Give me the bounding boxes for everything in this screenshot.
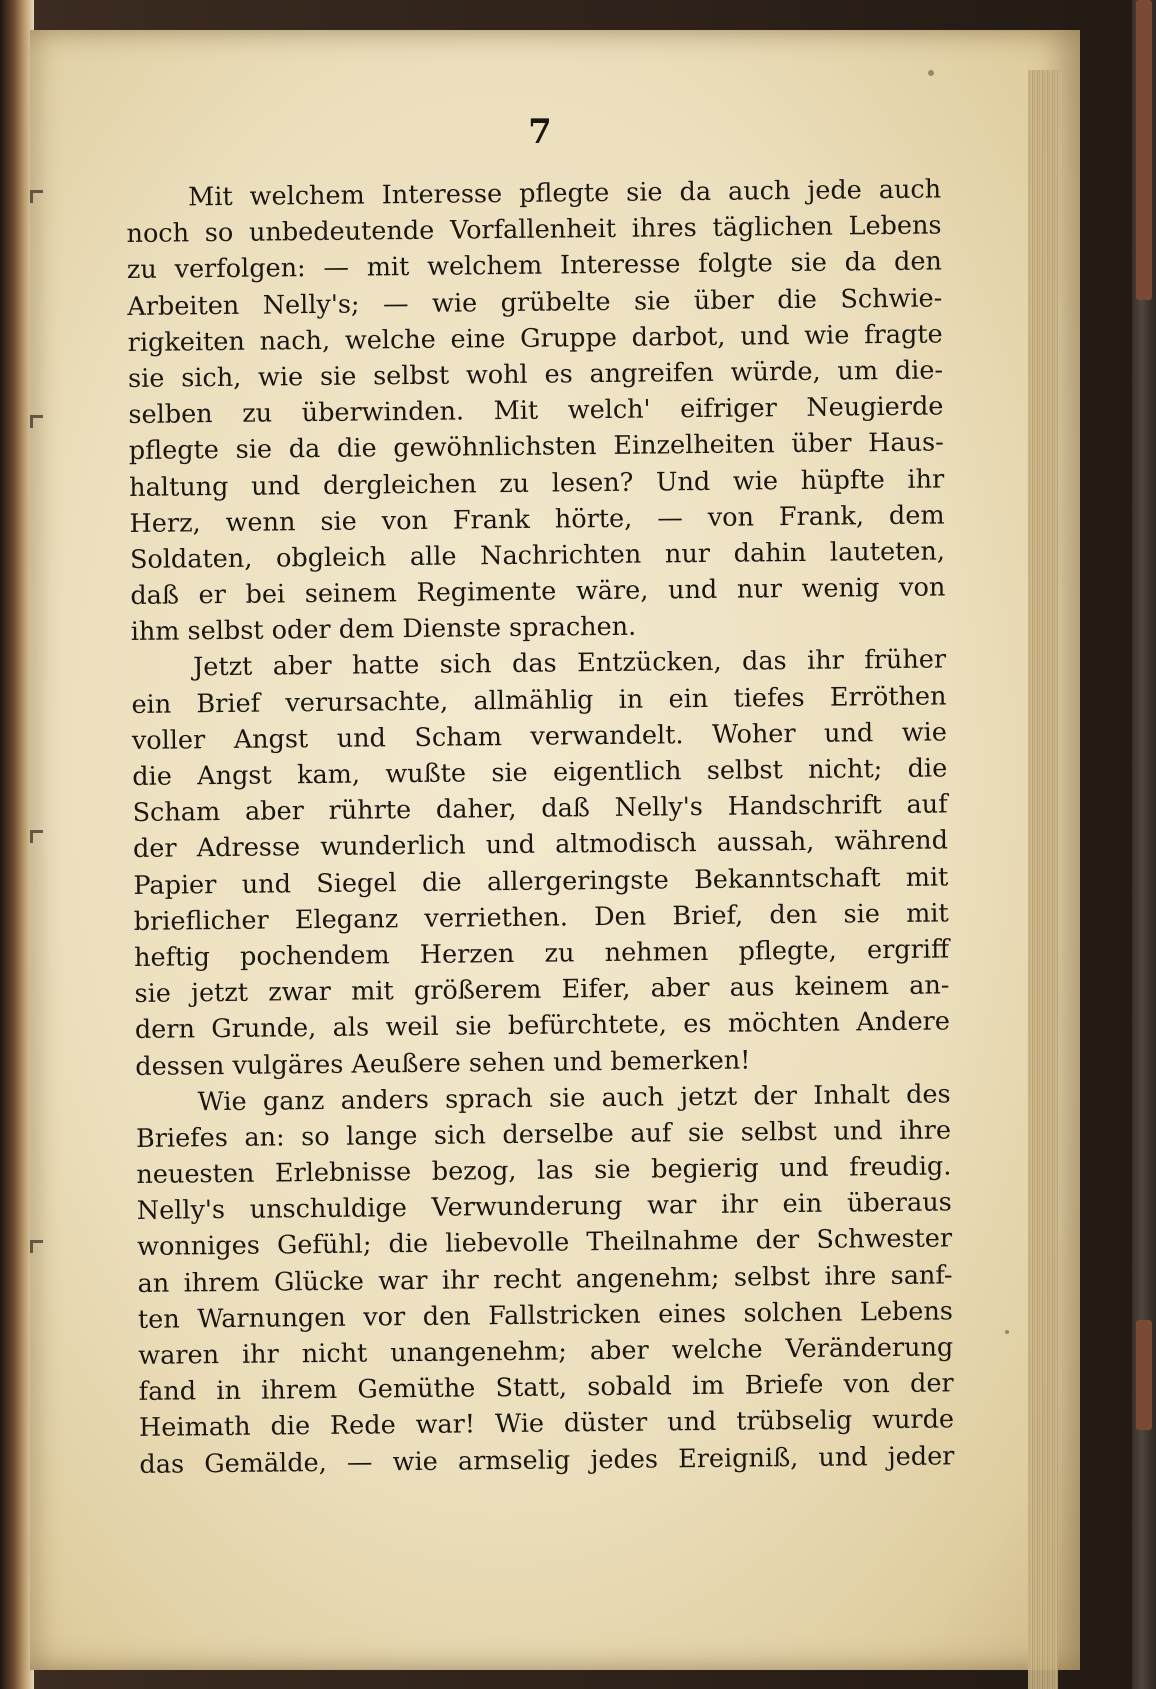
text-line: selben zu überwinden. Mit welch' eifriger Neugierde [128, 391, 944, 431]
text-line: Heimath die Rede war! Wie düster und trübselig wurde [138, 1404, 955, 1444]
text-line: rigkeiten nach, welche eine Gruppe darbot, und wie fragte [127, 319, 943, 358]
margin-mark [30, 1240, 43, 1253]
paper-speck [928, 70, 934, 76]
text-line: der Adresse wunderlich und altmodisch aussah, während [132, 825, 949, 865]
text-line: daß er bei seinem Regimente wäre, und nur wenig von [130, 572, 946, 612]
text-line: Nelly's unschuldige Verwunderung war ihr ein überaus [136, 1187, 952, 1227]
text-line: Papier und Siegel die allergeringste Bekanntschaft mit [133, 861, 949, 901]
text-line: Herz, wenn sie von Frank hörte, — von Frank, dem [129, 500, 945, 539]
paper-speck [1005, 1330, 1009, 1334]
text-line: heftig pochendem Herzen zu nehmen pflegte, ergriff [133, 934, 950, 973]
text-line: voller Angst und Scham verwandelt. Woher und wie [131, 717, 947, 756]
text-line: Arbeiten Nelly's; — wie grübelte sie über die Schwie- [127, 283, 943, 322]
text-line: brieflicher Eleganz verriethen. Den Brief, den sie mit [133, 898, 949, 937]
text-line: dessen vulgäres Aeußere sehen und bemerken! [135, 1045, 751, 1082]
page-stack-edge [1028, 70, 1058, 1689]
text-line: waren ihr nicht unangenehm; aber welche Veränderung [138, 1332, 954, 1371]
cover-wear-spot [1136, 1320, 1152, 1430]
text-line: Wie ganz anders sprach sie auch jetzt der Inhalt des [197, 1079, 951, 1117]
text-line: noch so unbedeutende Vorfallenheit ihres täglichen Lebens [126, 210, 942, 250]
text-line: an ihrem Glücke war ihr recht angenehm; selbst ihre sanf- [137, 1260, 953, 1299]
margin-mark [30, 830, 43, 843]
text-line: sie sich, wie sie selbst wohl es angreifen würde, um die- [127, 355, 944, 394]
text-line: fand in ihrem Gemüthe Statt, sobald im Briefe von der [138, 1368, 954, 1408]
previous-page-edge [0, 0, 34, 1689]
text-line: das Gemälde, — wie armselig jedes Ereigniß, und jeder [139, 1440, 955, 1480]
text-line: neuesten Erlebnisse bezog, las sie begierig und freudig. [136, 1151, 952, 1191]
book-cover-edge [1132, 0, 1156, 1689]
text-line: Mit welchem Interesse pflegte sie da auch jede auch [188, 174, 942, 213]
text-line: dern Grunde, als weil sie befürchtete, es möchten Andere [134, 1006, 951, 1046]
text-line: ten Warnungen vor den Fallstricken eines solchen Lebens [137, 1296, 954, 1335]
text-line: Scham aber rührte daher, daß Nelly's Handschrift auf [132, 789, 948, 829]
text-line: ihm selbst oder dem Dienste sprachen. [130, 611, 637, 648]
text-line: sie jetzt zwar mit größerem Eifer, aber aus keinem an- [134, 970, 950, 1010]
text-line: wonniges Gefühl; die liebevolle Theilnahme der Schwester [137, 1223, 953, 1263]
margin-mark [30, 415, 43, 428]
text-line: zu verfolgen: — mit welchem Interesse folgte sie da den [126, 246, 943, 286]
text-line: Jetzt aber hatte sich das Entzücken, das ihr früher [192, 644, 947, 683]
text-line: die Angst kam, wußte sie eigentlich selbst nicht; die [132, 753, 948, 792]
text-line: haltung und dergleichen zu lesen? Und wie hüpfte ihr [129, 463, 945, 503]
paragraph-3 [135, 1076, 954, 1483]
text-line: pflegte sie da die gewöhnlichsten Einzelheiten über Haus- [128, 427, 944, 467]
cover-wear-spot [1136, 0, 1152, 300]
paragraph-1 [126, 171, 946, 650]
paragraph-2 [131, 642, 951, 1085]
page-number: 7 [528, 112, 552, 152]
text-line: ein Brief verursachte, allmählig in ein tiefes Erröthen [131, 681, 947, 720]
body-text [126, 171, 955, 1482]
margin-mark [30, 190, 43, 203]
text-line: Briefes an: so lange sich derselbe auf sie selbst und ihre [135, 1115, 952, 1154]
text-line: Soldaten, obgleich alle Nachrichten nur dahin lauteten, [129, 536, 946, 575]
